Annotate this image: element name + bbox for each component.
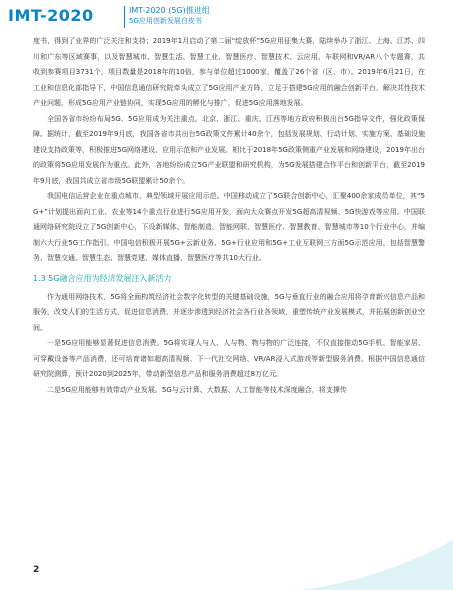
paragraph: 作为通用网络技术，5G将全面构筑经济社会数字化转型的关键基础设施，5G与垂直行业的融合应用将孕育新兴信息产品和服务，改变人们的生活方式，促进信息消费，并逐步渗透到经济社会各行业各领域，重塑传统产业发展模式，并拓展创新创业空间。 xyxy=(33,292,425,332)
paragraph: 全国各省市纷纷布局5G、5G应用成为关注重点。北京、浙江、重庆、江西等地方政府积极出台5G指导文件，强化政策保障。据统计，截至2019年9月底，我国各省市共出台5G政策文件累计40余个，包括发展规划、行动计划、实施方案、基础设施建设支持政策等，积极推进5G网络建设、应用示范和产业发展。相比于2018年5G政策侧重产业发展和网络建设，2019年出台的政策将5G应用发展作为重点。此外，各地纷纷成立5G产业联盟和研究机构，为5G发展搭建合作平台和创新平台，截至2019年9月底，我国共成立省市级5G联盟累计50余个。 xyxy=(33,114,425,185)
page-header xyxy=(0,0,453,30)
header-divider xyxy=(124,6,125,28)
imt2020-logo xyxy=(8,6,128,24)
footer-decoration xyxy=(0,540,453,590)
section-heading: 1.3 5G融合应用为经济发展注入新活力 xyxy=(33,273,172,283)
page-body xyxy=(33,34,425,398)
page-number: 2 xyxy=(33,565,40,575)
header-subtitle: 5G应用创新发展白皮书 xyxy=(129,17,202,25)
paragraph: 我国电信运营企业在重点城市、典型领域开展应用示范。中国移动成立了5G联合创新中心，汇聚400余家成员单位，其“5G+”计划提出面向工业、农业等14个重点行业进行5G应用开发，面向大众赛点开发5G超高清视频、5G快游戏等应用。中国联通网络研究院设立了5G创新中心，下设新媒体、智能制造、智能网联、智慧医疗、智慧教育、智慧城市等10个行业中心，并编制六大行业5G工作指引。中国电信积极开展5G+云新业务、5G+行业应用和5G+工业互联网三方面5G示范应用，包括智慧警务、智慧交通、智慧生态、智慧党建、媒体直播、智慧医疗等共10大行业。 xyxy=(33,192,425,262)
paragraph: 二是5G应用能够有效带动产业发展。5G与云计算、大数据、人工智能等技术深度融合，将支撑传 xyxy=(47,385,347,394)
paragraph: 度书，得到了业界的广泛关注和支持；2019年1月启动了第二届“绽放杯”5G应用征集大赛，陆续举办了浙江、上海、江苏、四川和广东等区域赛事，以及智慧城市、智慧生活、智慧工业、智慧医疗、智慧技术、云应用、车联网和VR/AR八个专题赛，共收到参赛项目3731个，项目数量是2018年的10倍，参与单位超过1000家，覆盖了26个省（区、市）。2019年6月21日，在工业和信息化部指导下，中国信息通信研究院牵头成立了5G应用产业方阵，立足于搭建5G应用的融合创新平台，解决共性技术产业问题，形成5G应用产业链协同，实现5G应用的孵化与推广，促进5G应用落地发展。 xyxy=(33,37,425,107)
logo-text: IMT-2020 xyxy=(8,6,94,25)
header-title: IMT-2020 (5G)推进组 xyxy=(129,6,210,15)
paragraph: 一是5G应用能够显著促进信息消费。5G将实现人与人、人与物、物与物的广泛连接，不仅直接推动5G手机、智能家居、可穿戴设备等产品消费，还可培育诸如超高清视频、下一代社交网络、VR/AR浸入式游戏等新型服务消费。根据中国信息通信研究院测算，预计2020到2025年，带动新型信息产品和服务消费超过8万亿元。 xyxy=(33,339,425,378)
